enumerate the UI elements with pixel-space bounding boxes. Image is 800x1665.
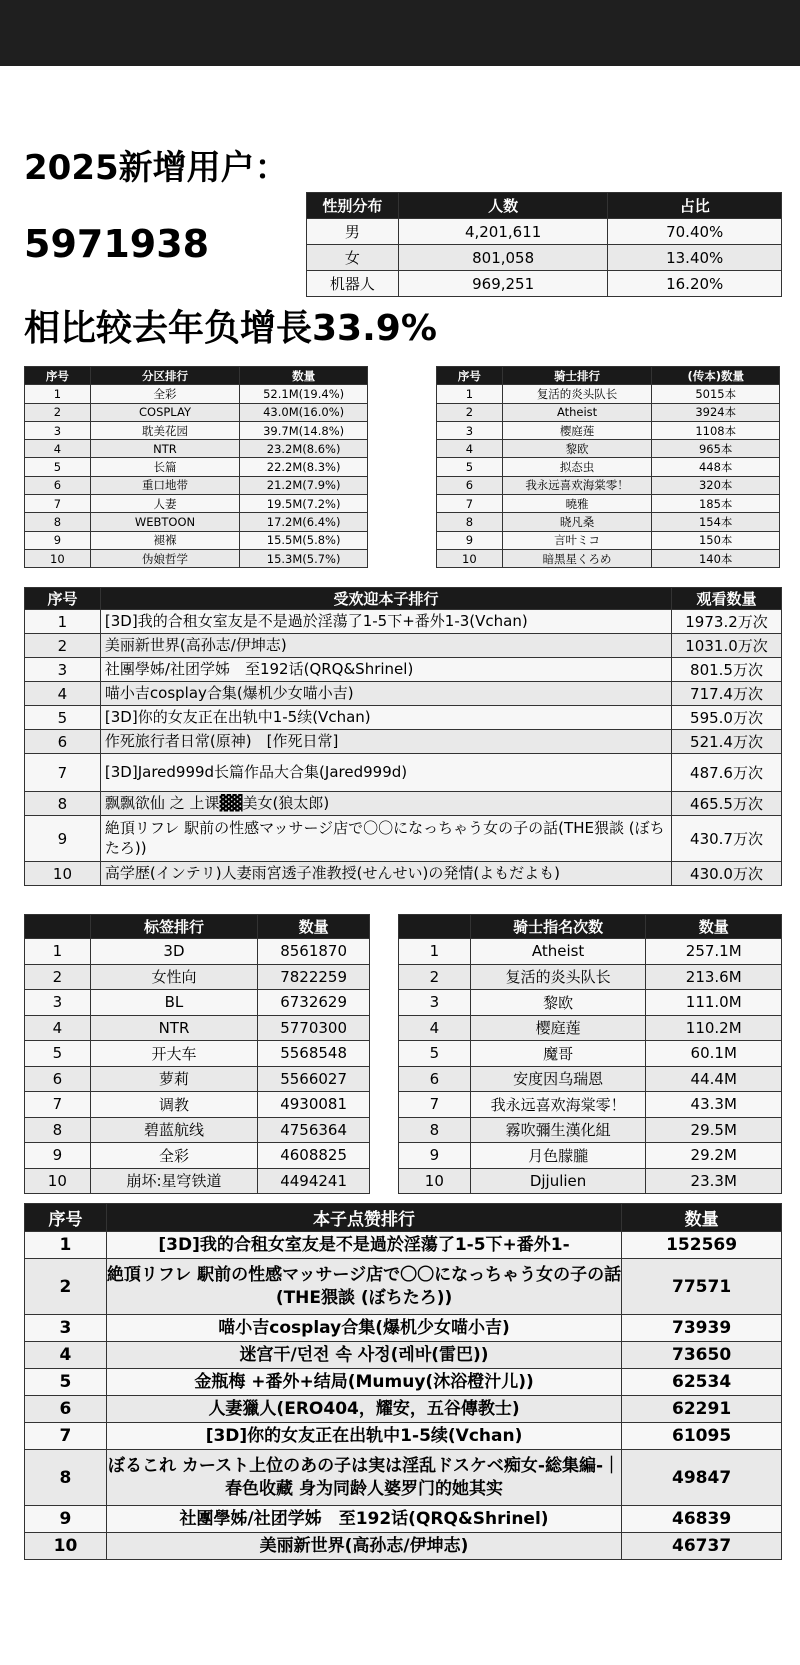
value-cell: 19.5M(7.2%) <box>240 495 368 513</box>
value-cell: 110.2M <box>646 1015 782 1041</box>
table-header-row <box>25 367 368 385</box>
name-cell: 月色朦朧 <box>470 1143 646 1169</box>
table-row <box>25 682 782 706</box>
value-cell: 15.3M(5.7%) <box>240 549 368 567</box>
value-cell: 801.5万次 <box>672 658 782 682</box>
name-cell: [3D]Jared999d长篇作品大合集(Jared999d) <box>100 754 671 792</box>
value-cell: 44.4M <box>646 1066 782 1092</box>
rank-cell: 男 <box>307 219 399 245</box>
rank-cell: 4 <box>437 440 503 458</box>
table-row <box>25 1450 782 1506</box>
table-row <box>437 476 780 494</box>
rank-cell: 3 <box>25 990 91 1016</box>
headline-compare: 相比较去年负增長33.9% <box>24 308 437 349</box>
table-header-row <box>25 1204 782 1232</box>
rank-cell: 7 <box>25 754 101 792</box>
name-cell: 崩坏:星穹铁道 <box>90 1168 258 1194</box>
table-header-row <box>25 588 782 610</box>
column-header: 人数 <box>398 193 608 219</box>
table-row <box>307 271 782 297</box>
rank-cell: 7 <box>399 1092 471 1118</box>
table-row <box>25 403 368 421</box>
rank-cell: 1 <box>25 385 91 403</box>
rank-cell: 1 <box>437 385 503 403</box>
rank-cell: 9 <box>437 531 503 549</box>
value-cell: 4608825 <box>258 1143 370 1169</box>
zone-ranking-table <box>24 366 368 568</box>
table-row <box>25 792 782 816</box>
table-row <box>25 421 368 439</box>
rank-cell: 9 <box>25 1143 91 1169</box>
name-cell: 魔哥 <box>470 1041 646 1067</box>
name-cell: 女性向 <box>90 964 258 990</box>
rank-cell: 6 <box>25 1066 91 1092</box>
column-header <box>399 915 471 939</box>
table-row <box>25 730 782 754</box>
headline-title: 2025新增用户： <box>24 148 289 188</box>
table-row <box>25 385 368 403</box>
name-cell: 调教 <box>90 1092 258 1118</box>
rank-cell: 7 <box>25 1092 91 1118</box>
table-row <box>25 1369 782 1396</box>
rank-cell: 8 <box>25 1117 91 1143</box>
name-cell: 暗黑星くろめ <box>502 549 652 567</box>
table-row <box>307 219 782 245</box>
value-cell: 62291 <box>622 1396 782 1423</box>
name-cell: 全彩 <box>90 1143 258 1169</box>
rank-cell: 9 <box>399 1143 471 1169</box>
tag-ranking-table <box>24 914 370 1194</box>
value-cell: 1108本 <box>652 421 780 439</box>
rank-cell: 3 <box>25 658 101 682</box>
name-cell: 安度因乌瑞恩 <box>470 1066 646 1092</box>
table-row <box>25 549 368 567</box>
rank-cell: 1 <box>25 1232 107 1259</box>
value-cell: 49847 <box>622 1450 782 1506</box>
table-row <box>25 1092 370 1118</box>
value-cell: 213.6M <box>646 964 782 990</box>
name-cell: 美丽新世界(高孙志/伊坤志) <box>100 634 671 658</box>
column-header: 数量 <box>240 367 368 385</box>
table-row <box>25 495 368 513</box>
gender-table <box>306 192 782 297</box>
table-row <box>399 1041 782 1067</box>
value-cell: 185本 <box>652 495 780 513</box>
rank-cell: 6 <box>399 1066 471 1092</box>
value-cell: 3924本 <box>652 403 780 421</box>
rank-cell: 9 <box>25 1506 107 1533</box>
name-cell: 迷宫干/던전 속 사정(레바(雷巴)) <box>106 1342 621 1369</box>
value-cell: 257.1M <box>646 939 782 965</box>
value-cell: 5568548 <box>258 1041 370 1067</box>
rank-cell: 9 <box>25 531 91 549</box>
value-cell: 430.7万次 <box>672 816 782 862</box>
value-cell: 22.2M(8.3%) <box>240 458 368 476</box>
name-cell: COSPLAY <box>90 403 239 421</box>
name-cell: 高学歴(インテリ)人妻雨宮透子准教授(せんせい)の発情(よもだよも) <box>100 862 671 886</box>
table-row <box>25 1533 782 1560</box>
rank-cell: 机器人 <box>307 271 399 297</box>
name-cell: 人妻獵人(ERO404，耀安，五谷傳教士) <box>106 1396 621 1423</box>
table-row <box>25 458 368 476</box>
name-cell: 耽美花园 <box>90 421 239 439</box>
name-cell: 社團學姊/社团学姊 至192话(QRQ&Shrinel) <box>106 1506 621 1533</box>
rank-cell: 女 <box>307 245 399 271</box>
table-row <box>25 862 782 886</box>
value-cell: 62534 <box>622 1369 782 1396</box>
table-row <box>437 513 780 531</box>
rank-cell: 3 <box>437 421 503 439</box>
table-row <box>25 964 370 990</box>
name-cell: 拟态虫 <box>502 458 652 476</box>
rank-cell: 2 <box>399 964 471 990</box>
table-row <box>25 610 782 634</box>
value-cell: 23.2M(8.6%) <box>240 440 368 458</box>
name-cell: 我永远喜欢海棠零！ <box>470 1092 646 1118</box>
likes-ranking-table <box>24 1203 782 1560</box>
value-cell: 448本 <box>652 458 780 476</box>
value-cell: 4930081 <box>258 1092 370 1118</box>
table-row <box>25 1506 782 1533</box>
table-row <box>437 531 780 549</box>
table-row <box>25 706 782 730</box>
value-cell: 320本 <box>652 476 780 494</box>
table-row <box>25 1015 370 1041</box>
column-header: 标签排行 <box>90 915 258 939</box>
column-header: 骑士排行 <box>502 367 652 385</box>
knight-nomination-table <box>398 914 782 1194</box>
rank-cell: 10 <box>437 549 503 567</box>
name-cell: 伪娘哲学 <box>90 549 239 567</box>
name-cell: 飘飘欲仙 之 上课▓▓美女(狼太郎) <box>100 792 671 816</box>
column-header: 序号 <box>25 1204 107 1232</box>
rank-cell: 9 <box>25 816 101 862</box>
table-header-row <box>399 915 782 939</box>
table-row <box>25 634 782 658</box>
rank-cell: 5 <box>437 458 503 476</box>
rank-cell: 6 <box>25 730 101 754</box>
rank-cell: 8 <box>399 1117 471 1143</box>
value-cell: 5770300 <box>258 1015 370 1041</box>
rank-cell: 10 <box>399 1168 471 1194</box>
table-row <box>399 964 782 990</box>
table-header-row <box>437 367 780 385</box>
name-cell: 絶頂リフレ 駅前の性感マッサージ店で〇〇になっちゃう女の子の話(THE猥談 (ぼちたろ)) <box>100 816 671 862</box>
table-row <box>307 245 782 271</box>
table-row <box>25 1041 370 1067</box>
rank-cell: 8 <box>437 513 503 531</box>
rank-cell: 3 <box>399 990 471 1016</box>
column-header: 观看数量 <box>672 588 782 610</box>
value-cell: 43.0M(16.0%) <box>240 403 368 421</box>
table-row <box>25 1117 370 1143</box>
table-row <box>25 440 368 458</box>
value-cell: 73650 <box>622 1342 782 1369</box>
name-cell: ぼるこれ カースト上位のあの子は実は淫乱ドスケベ痴女-総集編-｜春色收藏 身为同龄人婆罗门的她其实 <box>106 1450 621 1506</box>
value-cell: 5015本 <box>652 385 780 403</box>
table-row <box>25 990 370 1016</box>
table-row <box>25 1232 782 1259</box>
table-row <box>25 1259 782 1315</box>
column-header: 受欢迎本子排行 <box>100 588 671 610</box>
name-cell: 金瓶梅 +番外+结局(Mumuy(沐浴橙汁儿)) <box>106 1369 621 1396</box>
value-cell: 487.6万次 <box>672 754 782 792</box>
rank-cell: 2 <box>25 1259 107 1315</box>
rank-cell: 8 <box>25 513 91 531</box>
rank-cell: 1 <box>399 939 471 965</box>
value-cell: 7822259 <box>258 964 370 990</box>
table-row <box>25 1143 370 1169</box>
rank-cell: 2 <box>25 964 91 990</box>
column-header: (传本)数量 <box>652 367 780 385</box>
rank-cell: 4 <box>25 1015 91 1041</box>
value-cell: 1973.2万次 <box>672 610 782 634</box>
value-cell: 595.0万次 <box>672 706 782 730</box>
table-row <box>437 549 780 567</box>
name-cell: WEBTOON <box>90 513 239 531</box>
value-cell: 6732629 <box>258 990 370 1016</box>
rank-cell: 6 <box>25 1396 107 1423</box>
table-row <box>437 421 780 439</box>
table-row <box>25 531 368 549</box>
name-cell: 晓凡桑 <box>502 513 652 531</box>
rank-cell: 7 <box>437 495 503 513</box>
name-cell: 复活的炎头队长 <box>470 964 646 990</box>
value-cell: 152569 <box>622 1232 782 1259</box>
column-header: 本子点赞排行 <box>106 1204 621 1232</box>
rank-cell: 5 <box>25 1369 107 1396</box>
headline-count: 5971938 <box>24 222 210 266</box>
rank-cell: 4 <box>25 1342 107 1369</box>
value-cell: 39.7M(14.8%) <box>240 421 368 439</box>
rank-cell: 3 <box>25 421 91 439</box>
name-cell: 樱庭莲 <box>470 1015 646 1041</box>
table-row <box>399 1015 782 1041</box>
value-cell: 4756364 <box>258 1117 370 1143</box>
rank-cell: 5 <box>399 1041 471 1067</box>
value-cell: 140本 <box>652 549 780 567</box>
value-cell: 8561870 <box>258 939 370 965</box>
name-cell: [3D]你的女友正在出轨中1-5续(Vchan) <box>106 1423 621 1450</box>
name-cell: 全彩 <box>90 385 239 403</box>
name-cell: 喵小吉cosplay合集(爆机少女喵小吉) <box>100 682 671 706</box>
rank-cell: 1 <box>25 610 101 634</box>
rank-cell: 5 <box>25 1041 91 1067</box>
knight-ranking-table <box>436 366 780 568</box>
name-cell: [3D]我的合租女室友是不是過於淫蕩了1-5下+番外1-3(Vchan) <box>100 610 671 634</box>
column-header: 性别分布 <box>307 193 399 219</box>
table-row <box>25 1342 782 1369</box>
rank-cell: 8 <box>25 1450 107 1506</box>
name-cell: 作死旅行者日常(原神) [作死日常] <box>100 730 671 754</box>
value-cell: 16.20% <box>608 271 782 297</box>
name-cell: 褪褓 <box>90 531 239 549</box>
rank-cell: 10 <box>25 1533 107 1560</box>
value-cell: 29.5M <box>646 1117 782 1143</box>
name-cell: 969,251 <box>398 271 608 297</box>
value-cell: 430.0万次 <box>672 862 782 886</box>
column-header: 数量 <box>622 1204 782 1232</box>
name-cell: 开大车 <box>90 1041 258 1067</box>
column-header: 分区排行 <box>90 367 239 385</box>
table-row <box>25 939 370 965</box>
table-row <box>399 990 782 1016</box>
name-cell: 樱庭莲 <box>502 421 652 439</box>
column-header: 序号 <box>25 588 101 610</box>
name-cell: 3D <box>90 939 258 965</box>
table-row <box>437 458 780 476</box>
table-row <box>437 495 780 513</box>
table-row <box>399 1168 782 1194</box>
table-row <box>25 1066 370 1092</box>
value-cell: 73939 <box>622 1315 782 1342</box>
column-header: 序号 <box>25 367 91 385</box>
value-cell: 77571 <box>622 1259 782 1315</box>
name-cell: [3D]我的合租女室友是不是過於淫蕩了1-5下+番外1- <box>106 1232 621 1259</box>
value-cell: 1031.0万次 <box>672 634 782 658</box>
name-cell: [3D]你的女友正在出轨中1-5续(Vchan) <box>100 706 671 730</box>
value-cell: 15.5M(5.8%) <box>240 531 368 549</box>
table-row <box>399 1092 782 1118</box>
rank-cell: 6 <box>25 476 91 494</box>
value-cell: 4494241 <box>258 1168 370 1194</box>
name-cell: BL <box>90 990 258 1016</box>
rank-cell: 7 <box>25 495 91 513</box>
rank-cell: 2 <box>25 403 91 421</box>
table-row <box>25 476 368 494</box>
column-header: 序号 <box>437 367 503 385</box>
name-cell: 碧蓝航线 <box>90 1117 258 1143</box>
table-row <box>25 658 782 682</box>
rank-cell: 8 <box>25 792 101 816</box>
rank-cell: 6 <box>437 476 503 494</box>
value-cell: 46839 <box>622 1506 782 1533</box>
table-header-row <box>307 193 782 219</box>
value-cell: 43.3M <box>646 1092 782 1118</box>
rank-cell: 10 <box>25 862 101 886</box>
name-cell: 801,058 <box>398 245 608 271</box>
rank-cell: 10 <box>25 1168 91 1194</box>
status-bar <box>0 0 800 66</box>
rank-cell: 5 <box>25 458 91 476</box>
rank-cell: 5 <box>25 706 101 730</box>
value-cell: 521.4万次 <box>672 730 782 754</box>
name-cell: 萝莉 <box>90 1066 258 1092</box>
value-cell: 965本 <box>652 440 780 458</box>
rank-cell: 2 <box>437 403 503 421</box>
table-row <box>399 939 782 965</box>
table-header-row <box>25 915 370 939</box>
name-cell: 社團學姊/社团学姊 至192话(QRQ&Shrinel) <box>100 658 671 682</box>
name-cell: Atheist <box>470 939 646 965</box>
table-row <box>25 1315 782 1342</box>
table-row <box>25 754 782 792</box>
popular-ranking-table <box>24 587 782 886</box>
value-cell: 61095 <box>622 1423 782 1450</box>
table-row <box>437 440 780 458</box>
name-cell: 重口地带 <box>90 476 239 494</box>
name-cell: 黎欧 <box>502 440 652 458</box>
name-cell: 复活的炎头队长 <box>502 385 652 403</box>
value-cell: 17.2M(6.4%) <box>240 513 368 531</box>
rank-cell: 7 <box>25 1423 107 1450</box>
column-header <box>25 915 91 939</box>
name-cell: 我永远喜欢海棠零！ <box>502 476 652 494</box>
name-cell: 喵小吉cosplay合集(爆机少女喵小吉) <box>106 1315 621 1342</box>
value-cell: 52.1M(19.4%) <box>240 385 368 403</box>
table-row <box>399 1117 782 1143</box>
rank-cell: 4 <box>25 440 91 458</box>
value-cell: 70.40% <box>608 219 782 245</box>
column-header: 骑士指名次数 <box>470 915 646 939</box>
table-row <box>437 385 780 403</box>
name-cell: 霧吹彌生漢化組 <box>470 1117 646 1143</box>
table-row <box>25 1423 782 1450</box>
value-cell: 60.1M <box>646 1041 782 1067</box>
name-cell: Djjulien <box>470 1168 646 1194</box>
name-cell: Atheist <box>502 403 652 421</box>
table-row <box>25 816 782 862</box>
rank-cell: 2 <box>25 634 101 658</box>
value-cell: 46737 <box>622 1533 782 1560</box>
rank-cell: 3 <box>25 1315 107 1342</box>
value-cell: 154本 <box>652 513 780 531</box>
name-cell: 曉雅 <box>502 495 652 513</box>
rank-cell: 1 <box>25 939 91 965</box>
name-cell: 言叶ミコ <box>502 531 652 549</box>
value-cell: 29.2M <box>646 1143 782 1169</box>
name-cell: 人妻 <box>90 495 239 513</box>
name-cell: 美丽新世界(高孙志/伊坤志) <box>106 1533 621 1560</box>
rank-cell: 4 <box>25 682 101 706</box>
table-row <box>437 403 780 421</box>
value-cell: 21.2M(7.9%) <box>240 476 368 494</box>
value-cell: 5566027 <box>258 1066 370 1092</box>
value-cell: 717.4万次 <box>672 682 782 706</box>
column-header: 数量 <box>258 915 370 939</box>
table-row <box>399 1143 782 1169</box>
name-cell: NTR <box>90 1015 258 1041</box>
name-cell: 絶頂リフレ 駅前の性感マッサージ店で〇〇になっちゃう女の子の話(THE猥談 (ぼちたろ)) <box>106 1259 621 1315</box>
value-cell: 465.5万次 <box>672 792 782 816</box>
table-row <box>399 1066 782 1092</box>
name-cell: 黎欧 <box>470 990 646 1016</box>
table-row <box>25 513 368 531</box>
column-header: 数量 <box>646 915 782 939</box>
name-cell: 4,201,611 <box>398 219 608 245</box>
value-cell: 150本 <box>652 531 780 549</box>
column-header: 占比 <box>608 193 782 219</box>
value-cell: 111.0M <box>646 990 782 1016</box>
rank-cell: 10 <box>25 549 91 567</box>
table-row <box>25 1168 370 1194</box>
name-cell: NTR <box>90 440 239 458</box>
rank-cell: 4 <box>399 1015 471 1041</box>
name-cell: 长篇 <box>90 458 239 476</box>
value-cell: 13.40% <box>608 245 782 271</box>
value-cell: 23.3M <box>646 1168 782 1194</box>
table-row <box>25 1396 782 1423</box>
